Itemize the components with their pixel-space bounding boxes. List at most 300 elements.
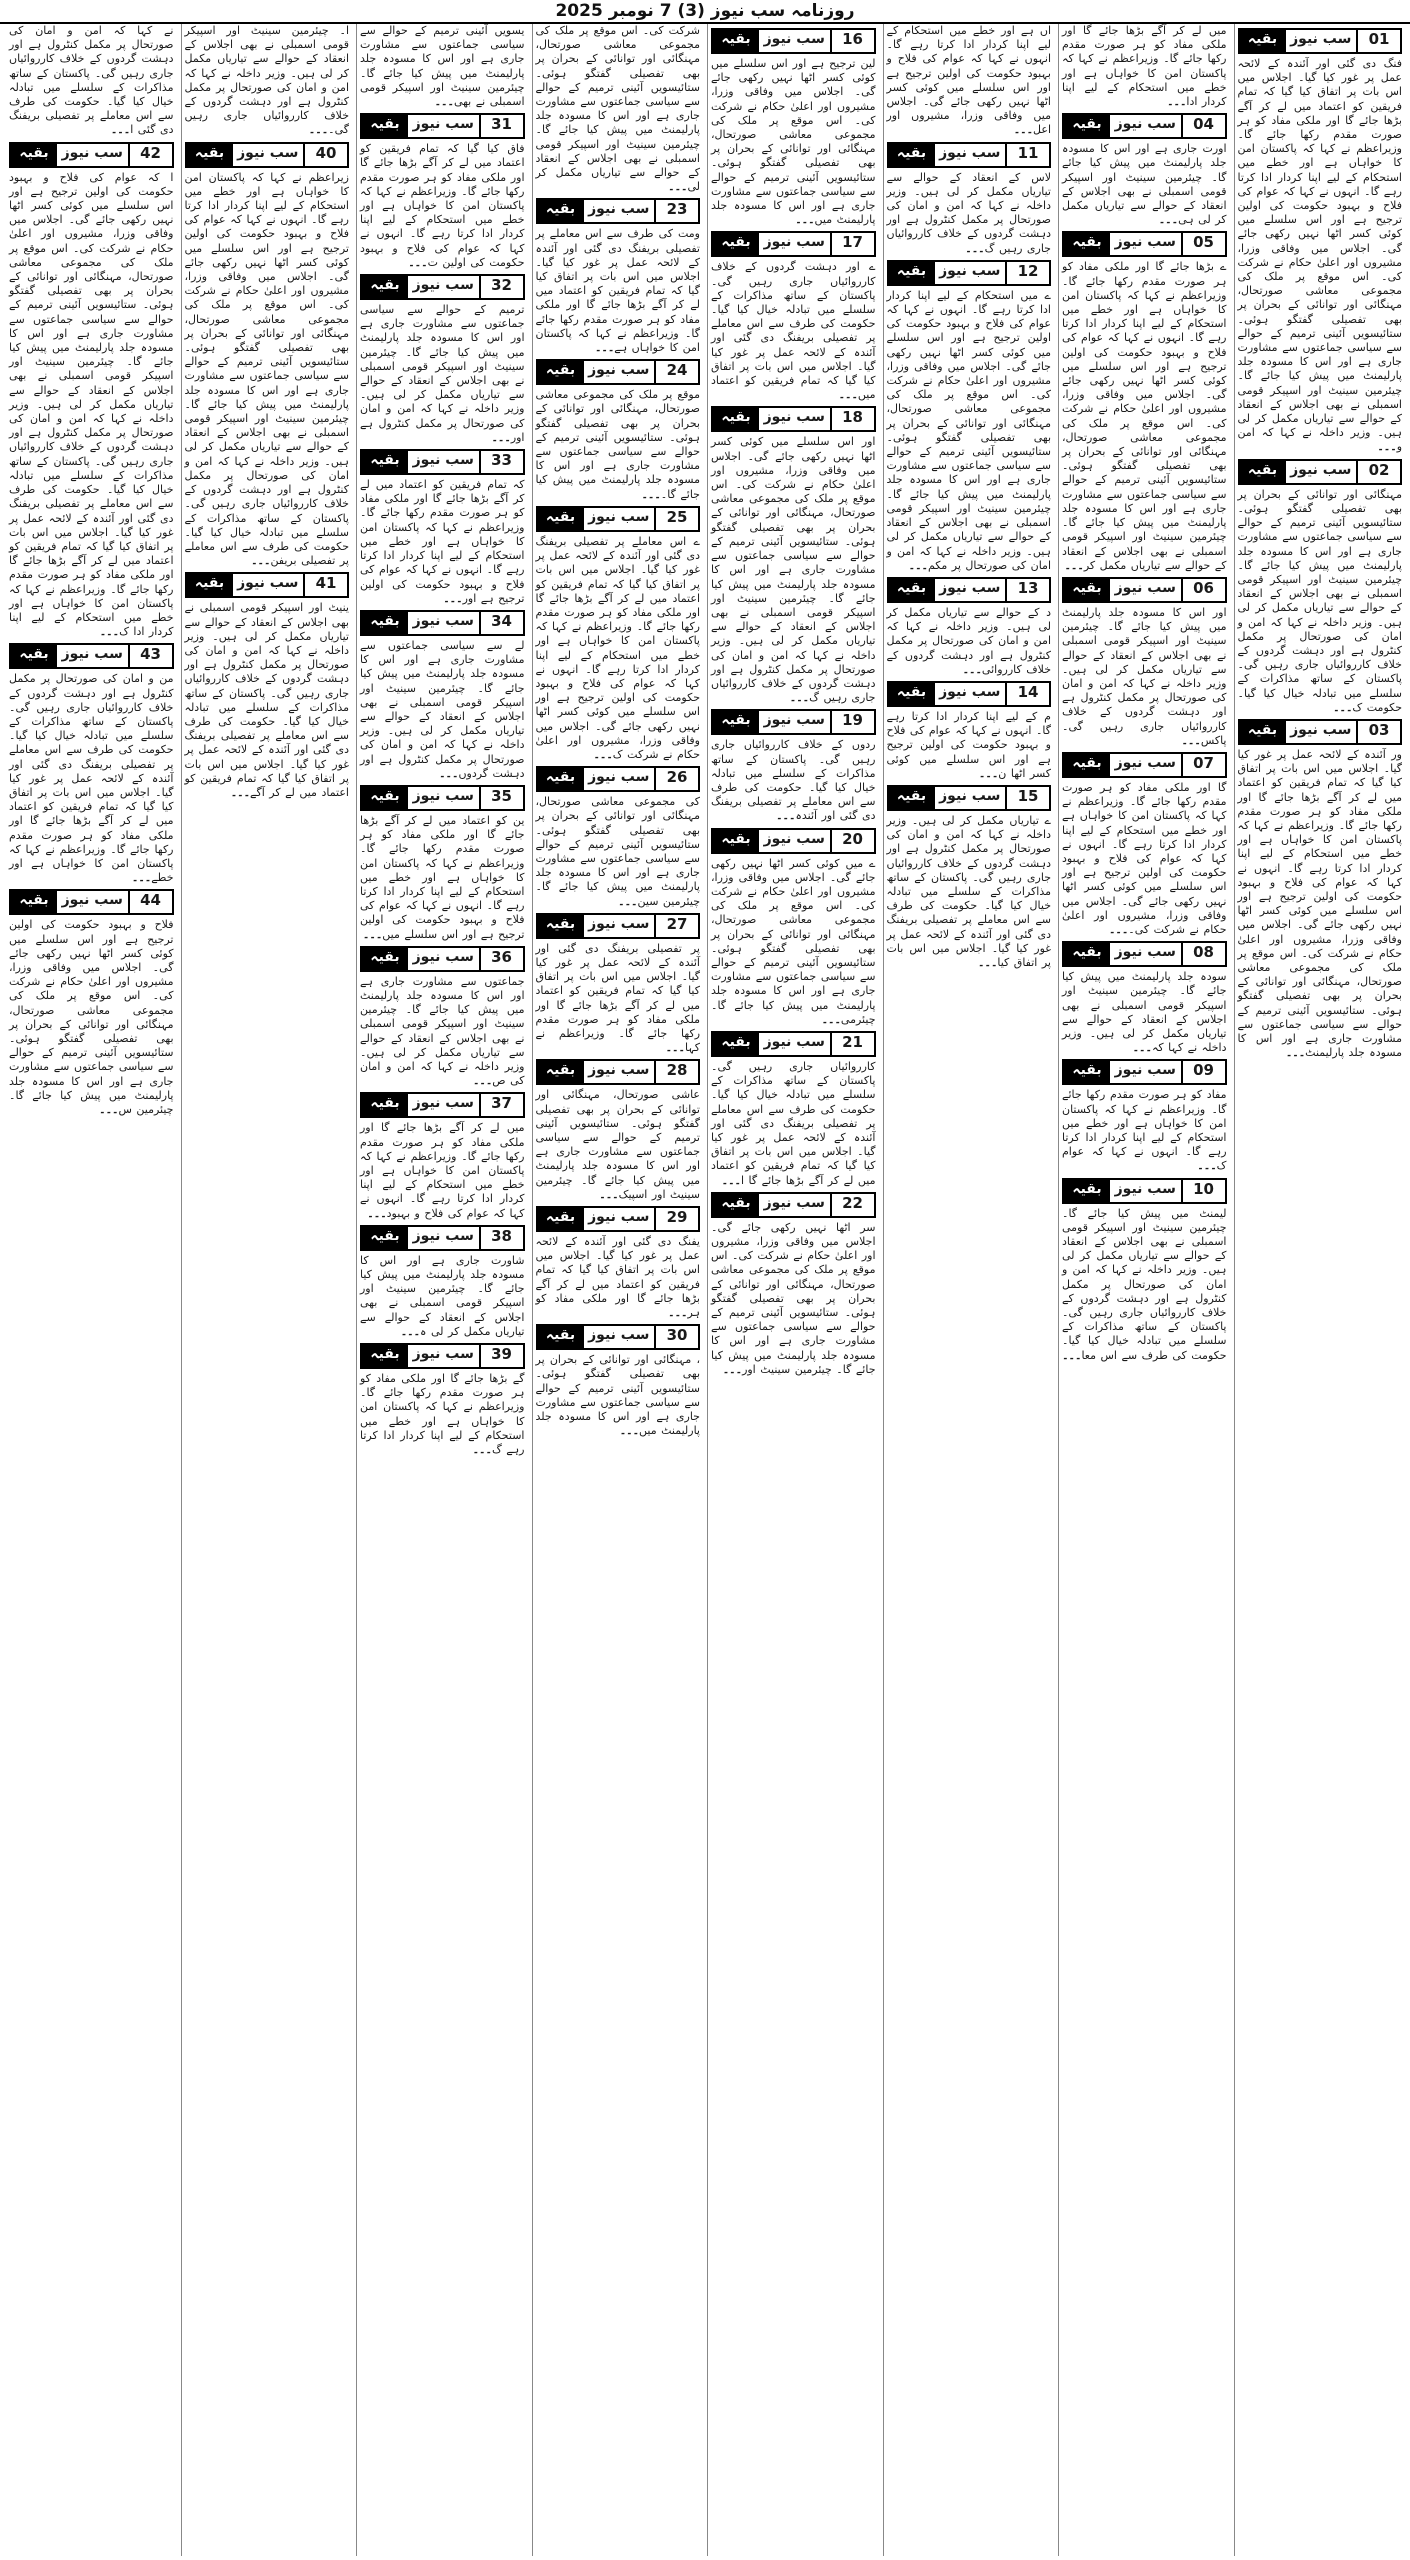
- continuation-header: [185, 572, 350, 598]
- article-text: ترمیم کے حوالے سے سیاسی جماعتوں سے مشاورت جاری ہے اور اس کا مسودہ جلد پارلیمنٹ میں پیش کیا جائے گا۔ چیئرمین سینیٹ اور اسپیکر قومی اسمبلی نے بھی اجلاس کے انعقاد کے حوالے سے تیاریاں مکمل کر لی ہیں۔ وزیر داخلہ نے کہا کہ امن و امان کی صورتحال پر مکمل کنٹرول ہے اور۔۔۔: [360, 303, 525, 444]
- item-end-mark: ۔۔۔: [795, 213, 815, 227]
- news-column-6: [356, 24, 527, 2556]
- continuation-number: 03: [1356, 721, 1400, 743]
- continuation-header: [536, 1206, 701, 1232]
- continuation-item-18: [711, 406, 876, 705]
- continuation-item-14: [887, 681, 1052, 781]
- continuation-label: سب نیوز: [1110, 1061, 1181, 1083]
- continuation-label: سب نیوز: [584, 361, 655, 383]
- continuation-number: 06: [1181, 579, 1225, 601]
- continuation-label: سب نیوز: [1110, 1180, 1181, 1202]
- continuation-header: [360, 785, 525, 811]
- continuation-number: 14: [1005, 683, 1049, 705]
- news-column-8: [6, 24, 176, 2556]
- continuation-label: سب نیوز: [1110, 233, 1181, 255]
- continuation-number: 20: [830, 830, 874, 852]
- continuation-badge: بقیہ: [1240, 721, 1286, 743]
- item-end-mark: ۔۔۔: [668, 1306, 688, 1320]
- continuation-label: سب نیوز: [759, 1033, 830, 1055]
- article-text: د کے حوالے سے تیاریاں مکمل کر لی ہیں۔ وزیر داخلہ نے کہا کہ امن و امان کی صورتحال پر مکمل کنٹرول ہے اور دہشت گردوں کے خلاف کارروائی۔۔۔: [886, 605, 1051, 676]
- item-end-mark: ۔۔۔: [908, 558, 928, 572]
- item-end-mark: ۔۔۔: [308, 123, 329, 137]
- lead-continuation: [536, 24, 701, 194]
- continuation-item-10: [1062, 1178, 1227, 1363]
- continuation-label: سب نیوز: [935, 787, 1006, 809]
- continuation-number: 29: [654, 1208, 698, 1230]
- continuation-badge: بقیہ: [889, 579, 935, 601]
- continuation-number: 05: [1181, 233, 1225, 255]
- item-end-mark: ۔۔۔: [789, 691, 810, 705]
- continuation-label: سب نیوز: [584, 915, 655, 937]
- continuation-badge: بقیہ: [889, 262, 935, 284]
- continuation-header: [536, 506, 701, 532]
- lead-continuation: [360, 24, 525, 109]
- continuation-item-13: [887, 577, 1052, 677]
- continuation-item-22: [711, 1192, 876, 1377]
- article-text: ومت کی طرف سے اس معاملے پر تفصیلی بریفنگ دی گئی اور آئندہ کے لائحہ عمل پر غور کیا گیا۔ اجلاس میں اس بات پر اتفاق کیا گیا کہ تمام فریقین کو اعتماد میں لے کر آگے بڑھا جائے گا اور ملکی مفاد کو ہر صورت مقدم رکھا جائے گا۔ وزیراعظم نے کہا کہ پاکستان امن کا خواہاں ہے۔۔۔: [535, 227, 700, 355]
- article-text: لے سے سیاسی جماعتوں سے مشاورت جاری ہے اور اس کا مسودہ جلد پارلیمنٹ میں پیش کیا جائے گا۔ چیئرمین سینیٹ اور اسپیکر قومی اسمبلی نے بھی اجلاس کے انعقاد کے حوالے سے تیاریاں مکمل کر لی ہیں۔ وزیر داخلہ نے کہا کہ امن و امان کی صورتحال پر مکمل کنٹرول ہے اور دہشت گردوں۔۔۔: [360, 638, 525, 780]
- continuation-header: [1062, 941, 1227, 967]
- continuation-badge: بقیہ: [362, 276, 408, 298]
- item-end-mark: ۔۔۔: [1158, 213, 1179, 227]
- item-end-mark: ۔۔۔: [776, 809, 796, 823]
- article-text: سر اٹھا نہیں رکھی جائے گی۔ اجلاس میں وفاقی وزرا، مشیروں اور اعلیٰ حکام نے شرکت کی۔ اس موقع پر ملک کی مجموعی معاشی صورتحال، مہنگائی اور توانائی کے بحران پر بھی تفصیلی گفتگو ہوئی۔ ستائیسویں آئینی ترمیم کے حوالے سے سیاسی جماعتوں سے مشاورت جاری ہے اور اس کا مسودہ جلد پارلیمنٹ میں پیش کیا جائے گا۔ چیئرمین سینیٹ اور۔۔۔: [711, 1220, 876, 1376]
- article-text: کہ تمام فریقین کو اعتماد میں لے کر آگے بڑھا جائے گا اور ملکی مفاد کو ہر صورت مقدم رکھا جائے گا۔ وزیراعظم نے کہا کہ پاکستان امن کا خواہاں ہے اور خطے میں استحکام کے لیے اپنا کردار ادا کرتا رہے گا۔ انہوں نے کہا کہ عوام کی فلاح و بہبود حکومت کی اولین ترجیح ہے اور۔۔۔: [360, 478, 525, 605]
- continuation-header: [536, 1059, 701, 1085]
- article-text: ے بڑھا جائے گا اور ملکی مفاد کو ہر صورت مقدم رکھا جائے گا۔ وزیراعظم نے کہا کہ پاکستان امن کا خواہاں ہے اور خطے میں استحکام کے لیے اپنا کردار ادا کرتا رہے گا۔ انہوں نے کہا کہ عوام کی فلاح و بہبود حکومت کی اولین ترجیح ہے اور اس سلسلے میں کوئی کسر اٹھا نہیں رکھی جائے گی۔ اجلاس میں وفاقی وزرا، مشیروں اور اعلیٰ حکام نے شرکت کی۔ اس موقع پر ملک کی مجموعی معاشی صورتحال، مہنگائی اور توانائی کے بحران پر بھی تفصیلی گفتگو ہوئی۔ ستائیسویں آئینی ترمیم کے حوالے سے سیاسی جماعتوں سے مشاورت جاری ہے اور اس کا مسودہ جلد پارلیمنٹ میں پیش کیا جائے گا۔ چیئرمین سینیٹ اور اسپیکر قومی اسمبلی نے بھی اجلاس کے انعقاد کے حوالے سے تیاریاں مکمل کر۔۔۔: [1062, 260, 1227, 572]
- continuation-header: [1238, 28, 1403, 54]
- continuation-item-09: [1062, 1059, 1227, 1173]
- continuation-label: سب نیوز: [759, 233, 830, 255]
- continuation-number: 01: [1356, 30, 1400, 52]
- continuation-number: 24: [654, 361, 698, 383]
- continuation-item-21: [711, 1031, 876, 1188]
- item-end-mark: ۔۔۔: [838, 388, 858, 402]
- item-end-mark: ۔۔۔: [668, 180, 688, 194]
- continuation-label: سب نیوز: [584, 1326, 655, 1348]
- article-text: ، مہنگائی اور توانائی کے بحران پر بھی تفصیلی گفتگو ہوئی۔ ستائیسویں آئینی ترمیم کے حوالے سے سیاسی جماعتوں سے مشاورت جاری ہے اور اس کا مسودہ جلد پارلیمنٹ میں۔۔۔: [535, 1353, 700, 1438]
- continuation-number: 23: [654, 200, 698, 222]
- article-text: فنگ دی گئی اور آئندہ کے لائحہ عمل پر غور کیا گیا۔ اجلاس میں اس بات پر اتفاق کیا گیا کہ تمام فریقین کو اعتماد میں لے کر آگے بڑھا جائے گا اور ملکی مفاد کو ہر صورت مقدم رکھا جائے گا۔ وزیراعظم نے کہا کہ پاکستان امن کا خواہاں ہے اور خطے میں استحکام کے لیے اپنا کردار ادا کرتا رہے گا۔ انہوں نے کہا کہ عوام کی فلاح و بہبود حکومت کی اولین ترجیح ہے اور اس سلسلے میں کوئی کسر اٹھا نہیں رکھی جائے گی۔ اجلاس میں وفاقی وزرا، مشیروں اور اعلیٰ حکام نے شرکت کی۔ اس موقع پر ملک کی مجموعی معاشی صورتحال، مہنگائی اور توانائی کے بحران پر بھی تفصیلی گفتگو ہوئی۔ ستائیسویں آئینی ترمیم کے حوالے سے سیاسی جماعتوں سے مشاورت جاری ہے اور اس کا مسودہ جلد پارلیمنٹ میں پیش کیا جائے گا۔ چیئرمین سینیٹ اور اسپیکر قومی اسمبلی نے بھی اجلاس کے انعقاد کے حوالے سے تیاریاں مکمل کر لی ہیں۔ وزیر داخلہ نے کہا کہ امن و۔۔۔: [1237, 57, 1402, 454]
- continuation-badge: بقیہ: [1064, 1061, 1110, 1083]
- continuation-badge: بقیہ: [11, 645, 57, 667]
- continuation-header: [536, 766, 701, 792]
- continuation-number: 04: [1181, 115, 1225, 137]
- article-text: زیراعظم نے کہا کہ پاکستان امن کا خواہاں ہے اور خطے میں استحکام کے لیے اپنا کردار ادا کرتا رہے گا۔ انہوں نے کہا کہ عوام کی فلاح و بہبود حکومت کی اولین ترجیح ہے اور اس سلسلے میں کوئی کسر اٹھا نہیں رکھی جائے گی۔ اجلاس میں وفاقی وزرا، مشیروں اور اعلیٰ حکام نے شرکت کی۔ اس موقع پر ملک کی مجموعی معاشی صورتحال، مہنگائی اور توانائی کے بحران پر بھی تفصیلی گفتگو ہوئی۔ ستائیسویں آئینی ترمیم کے حوالے سے سیاسی جماعتوں سے مشاورت جاری ہے اور اس کا مسودہ جلد پارلیمنٹ میں پیش کیا جائے گا۔ چیئرمین سینیٹ اور اسپیکر قومی اسمبلی نے بھی اجلاس کے انعقاد کے حوالے سے تیاریاں مکمل کر لی ہیں۔ وزیر داخلہ نے کہا کہ امن و امان کی صورتحال پر مکمل کنٹرول ہے اور دہشت گردوں کے خلاف کارروائیاں جاری رہیں گی۔ پاکستان کے ساتھ مذاکرات کے سلسلے میں تبادلہ خیال کیا گیا۔ حکومت کی طرف سے اس معاملے پر تفصیلی بریفن۔۔۔: [184, 170, 349, 568]
- continuation-label: سب نیوز: [1286, 721, 1357, 743]
- item-end-mark: ۔۔۔: [962, 662, 982, 676]
- continuation-badge: بقیہ: [1064, 1180, 1110, 1202]
- article-text: فاق کیا گیا کہ تمام فریقین کو اعتماد میں لے کر آگے بڑھا جائے گا اور ملکی مفاد کو ہر صورت مقدم رکھا جائے گا۔ وزیراعظم نے کہا کہ پاکستان امن کا خواہاں ہے اور خطے میں استحکام کے لیے اپنا کردار ادا کرتا رہے گا۔ انہوں نے کہا کہ عوام کی فلاح و بہبود حکومت کی اولین ت۔۔۔: [360, 142, 525, 269]
- continuation-number: 22: [830, 1194, 874, 1216]
- item-end-mark: ۔۔۔: [722, 1362, 743, 1376]
- continuation-item-26: [536, 766, 701, 909]
- continuation-item-24: [536, 359, 701, 502]
- continuation-badge: بقیہ: [1064, 115, 1110, 137]
- continuation-label: سب نیوز: [233, 144, 304, 166]
- continuation-header: [711, 1031, 876, 1057]
- continuation-number: 13: [1005, 579, 1049, 601]
- item-end-mark: ۔۔۔: [439, 766, 459, 780]
- continuation-item-27: [536, 913, 701, 1056]
- continuation-label: سب نیوز: [759, 830, 830, 852]
- article-text: مفاد کو ہر صورت مقدم رکھا جائے گا۔ وزیراعظم نے کہا کہ پاکستان امن کا خواہاں ہے اور خطے میں استحکام کے لیے اپنا کردار ادا کرتا رہے گا۔ انہوں نے کہا کہ عوام ک۔۔۔: [1062, 1088, 1227, 1173]
- continuation-header: [1062, 752, 1227, 778]
- continuation-badge: بقیہ: [362, 1345, 408, 1367]
- article-text: ے اور دہشت گردوں کے خلاف کارروائیاں جاری رہیں گی۔ پاکستان کے ساتھ مذاکرات کے سلسلے میں تبادلہ خیال کیا گیا۔ حکومت کی طرف سے اس معاملے پر تفصیلی بریفنگ دی گئی اور آئندہ کے لائحہ عمل پر غور کیا گیا۔ اجلاس میں اس بات پر اتفاق کیا گیا کہ تمام فریقین کو اعتماد میں۔۔۔: [711, 260, 876, 402]
- continuation-label: سب نیوز: [408, 787, 479, 809]
- continuation-label: سب نیوز: [408, 948, 479, 970]
- continuation-number: 17: [830, 233, 874, 255]
- continuation-header: [711, 28, 876, 54]
- continuation-badge: بقیہ: [362, 612, 408, 634]
- item-end-mark: ۔۔۔: [1377, 440, 1397, 454]
- continuation-badge: بقیہ: [713, 1194, 759, 1216]
- continuation-header: [887, 577, 1052, 603]
- article-text: ے میں استحکام کے لیے اپنا کردار ادا کرتا رہے گا۔ انہوں نے کہا کہ عوام کی فلاح و بہبود حکومت کی اولین ترجیح ہے اور اس سلسلے میں کوئی کسر اٹھا نہیں رکھی جائے گی۔ اجلاس میں وفاقی وزرا، مشیروں اور اعلیٰ حکام نے شرکت کی۔ اس موقع پر ملک کی مجموعی معاشی صورتحال، مہنگائی اور توانائی کے بحران پر بھی تفصیلی گفتگو ہوئی۔ ستائیسویں آئینی ترمیم کے حوالے سے سیاسی جماعتوں سے مشاورت جاری ہے اور اس کا مسودہ جلد پارلیمنٹ میں پیش کیا جائے گا۔ چیئرمین سینیٹ اور اسپیکر قومی اسمبلی نے بھی اجلاس کے انعقاد کے حوالے سے تیاریاں مکمل کر لی ہیں۔ وزیر داخلہ نے کہا کہ امن و امان کی صورتحال پر مکم۔۔۔: [886, 288, 1051, 572]
- item-end-mark: ۔۔۔: [251, 554, 271, 568]
- continuation-label: سب نیوز: [1110, 943, 1181, 965]
- continuation-number: 09: [1181, 1061, 1225, 1083]
- article-text: ا۔ چیئرمین سینیٹ اور اسپیکر قومی اسمبلی نے بھی اجلاس کے انعقاد کے حوالے سے تیاریاں مکمل کر لی ہیں۔ وزیر داخلہ نے کہا کہ امن و امان کی صورتحال پر مکمل کنٹرول ہے اور دہشت گردوں کے خلاف کارروائیاں جاری رہیں گی۔۔۔۔: [184, 24, 349, 137]
- continuation-badge: بقیہ: [1064, 579, 1110, 601]
- continuation-number: 30: [654, 1326, 698, 1348]
- continuation-header: [360, 1343, 525, 1369]
- news-column-1: [1234, 24, 1405, 2556]
- article-text: میں لے کر آگے بڑھا جائے گا اور ملکی مفاد کو ہر صورت مقدم رکھا جائے گا۔ وزیراعظم نے کہا کہ پاکستان امن کا خواہاں ہے اور خطے میں استحکام کے لیے اپنا کردار ادا۔۔۔: [1062, 24, 1227, 109]
- continuation-badge: بقیہ: [362, 787, 408, 809]
- article-text: گا اور ملکی مفاد کو ہر صورت مقدم رکھا جائے گا۔ وزیراعظم نے کہا کہ پاکستان امن کا خواہاں ہے اور خطے میں استحکام کے لیے اپنا کردار ادا کرتا رہے گا۔ انہوں نے کہا کہ عوام کی فلاح و بہبود حکومت کی اولین ترجیح ہے اور اس سلسلے میں کوئی کسر اٹھا نہیں رکھی جائے گی۔ اجلاس میں وفاقی وزرا، مشیروں اور اعلیٰ حکام نے شرکت کی۔۔۔۔: [1062, 780, 1227, 936]
- continuation-badge: بقیہ: [538, 361, 584, 383]
- continuation-number: 15: [1005, 787, 1049, 809]
- continuation-header: [1062, 577, 1227, 603]
- continuation-badge: بقیہ: [538, 915, 584, 937]
- continuation-number: 25: [654, 508, 698, 530]
- continuation-item-34: [360, 610, 525, 781]
- continuation-label: سب نیوز: [57, 645, 128, 667]
- continuation-badge: بقیہ: [713, 233, 759, 255]
- continuation-item-41: [185, 572, 350, 800]
- continuation-number: 26: [654, 768, 698, 790]
- item-end-mark: ۔۔۔: [131, 871, 152, 885]
- continuation-label: سب نیوز: [1110, 754, 1181, 776]
- continuation-number: 35: [479, 787, 523, 809]
- item-end-mark: ۔۔۔: [821, 1012, 841, 1026]
- continuation-number: 07: [1181, 754, 1225, 776]
- continuation-header: [1062, 1178, 1227, 1204]
- item-end-mark: ۔۔۔: [594, 341, 615, 355]
- continuation-badge: بقیہ: [713, 1033, 759, 1055]
- continuation-badge: بقیہ: [362, 451, 408, 473]
- continuation-badge: بقیہ: [713, 711, 759, 733]
- item-end-mark: ۔۔۔: [978, 955, 998, 969]
- continuation-number: 16: [830, 30, 874, 52]
- continuation-number: 43: [128, 645, 172, 667]
- lead-continuation: [887, 24, 1052, 138]
- continuation-badge: بقیہ: [1240, 461, 1286, 483]
- continuation-number: 10: [1181, 1180, 1225, 1202]
- continuation-badge: بقیہ: [1064, 754, 1110, 776]
- continuation-header: [360, 1092, 525, 1118]
- continuation-label: سب نیوز: [1286, 461, 1357, 483]
- continuation-item-19: [711, 709, 876, 823]
- continuation-item-44: [9, 889, 174, 1117]
- article-text: لین ترجیح ہے اور اس سلسلے میں کوئی کسر اٹھا نہیں رکھی جائے گی۔ اجلاس میں وفاقی وزرا، مشیروں اور اعلیٰ حکام نے شرکت کی۔ اس موقع پر ملک کی مجموعی معاشی صورتحال، مہنگائی اور توانائی کے بحران پر بھی تفصیلی گفتگو ہوئی۔ ستائیسویں آئینی ترمیم کے حوالے سے سیاسی جماعتوں سے مشاورت جاری ہے اور اس کا مسودہ جلد پارلیمنٹ میں۔۔۔: [711, 57, 876, 227]
- item-end-mark: ۔۔۔: [472, 1443, 492, 1457]
- article-text: نے کہا کہ امن و امان کی صورتحال پر مکمل کنٹرول ہے اور دہشت گردوں کے خلاف کارروائیاں جاری رہیں گی۔ پاکستان کے ساتھ مذاکرات کے سلسلے میں تبادلہ خیال کیا گیا۔ حکومت کی طرف سے اس معاملے پر تفصیلی بریفنگ دی گئی ا۔۔۔: [9, 24, 174, 137]
- item-end-mark: ۔۔۔: [1333, 700, 1353, 714]
- item-end-mark: ۔۔۔: [1167, 95, 1187, 109]
- continuation-header: [536, 1324, 701, 1350]
- article-text: لیمنٹ میں پیش کیا جائے گا۔ چیئرمین سینیٹ اور اسپیکر قومی اسمبلی نے بھی اجلاس کے انعقاد کے حوالے سے تیاریاں مکمل کر لی ہیں۔ وزیر داخلہ نے کہا کہ امن و امان کی صورتحال پر مکمل کنٹرول ہے اور دہشت گردوں کے خلاف کارروائیاں جاری رہیں گی۔ پاکستان کے ساتھ مذاکرات کے سلسلے میں تبادلہ خیال کیا گیا۔ حکومت کی طرف سے اس معا۔۔۔: [1062, 1206, 1227, 1362]
- continuation-item-31: [360, 113, 525, 270]
- continuation-number: 38: [479, 1227, 523, 1249]
- continuation-item-17: [711, 231, 876, 402]
- masthead: [0, 0, 1410, 24]
- item-end-mark: ۔۔۔: [599, 1187, 619, 1201]
- continuation-header: [887, 142, 1052, 168]
- article-text: موقع پر ملک کی مجموعی معاشی صورتحال، مہنگائی اور توانائی کے بحران پر بھی تفصیلی گفتگو ہوئی۔ ستائیسویں آئینی ترمیم کے حوالے سے سیاسی جماعتوں سے مشاورت جاری ہے اور اس کا مسودہ جلد پارلیمنٹ میں پیش کیا جائے گا۔۔۔۔: [535, 388, 700, 501]
- item-end-mark: ۔۔۔: [110, 123, 131, 137]
- continuation-header: [360, 946, 525, 972]
- continuation-item-25: [536, 506, 701, 762]
- item-end-mark: ۔۔۔: [1013, 123, 1034, 137]
- article-text: کی مجموعی معاشی صورتحال، مہنگائی اور توانائی کے بحران پر بھی تفصیلی گفتگو ہوئی۔ ستائیسویں آئینی ترمیم کے حوالے سے سیاسی جماعتوں سے مشاورت جاری ہے اور اس کا مسودہ جلد پارلیمنٹ میں پیش کیا جائے گا۔ چیئرمین سین۔۔۔: [535, 795, 700, 908]
- continuation-badge: بقیہ: [11, 891, 57, 913]
- continuation-label: سب نیوز: [584, 508, 655, 530]
- continuation-item-42: [9, 142, 174, 640]
- continuation-header: [1062, 113, 1227, 139]
- continuation-badge: بقیہ: [362, 1227, 408, 1249]
- continuation-label: سب نیوز: [1110, 579, 1181, 601]
- continuation-number: 31: [479, 115, 523, 137]
- continuation-item-40: [185, 142, 350, 569]
- item-end-mark: ۔۔۔: [1108, 922, 1129, 936]
- article-text: شرکت کی۔ اس موقع پر ملک کی مجموعی معاشی صورتحال، مہنگائی اور توانائی کے بحران پر بھی تفصیلی گفتگو ہوئی۔ ستائیسویں آئینی ترمیم کے حوالے سے سیاسی جماعتوں سے مشاورت جاری ہے اور اس کا مسودہ جلد پارلیمنٹ میں پیش کیا جائے گا۔ چیئرمین سینیٹ اور اسپیکر قومی اسمبلی نے بھی اجلاس کے انعقاد کے حوالے سے تیاریاں مکمل کر لی۔۔۔: [535, 24, 700, 194]
- continuation-label: سب نیوز: [408, 115, 479, 137]
- continuation-header: [887, 785, 1052, 811]
- continuation-badge: بقیہ: [889, 144, 935, 166]
- continuation-header: [711, 828, 876, 854]
- continuation-number: 21: [830, 1033, 874, 1055]
- continuation-label: سب نیوز: [935, 683, 1006, 705]
- continuation-item-38: [360, 1225, 525, 1339]
- news-column-7: [181, 24, 352, 2556]
- item-end-mark: ۔۔۔: [665, 1041, 685, 1055]
- continuation-label: سب نیوز: [584, 1208, 655, 1230]
- continuation-header: [536, 913, 701, 939]
- continuation-label: سب نیوز: [1110, 115, 1181, 137]
- continuation-item-30: [536, 1324, 701, 1438]
- article-text: فلاح و بہبود حکومت کی اولین ترجیح ہے اور اس سلسلے میں کوئی کسر اٹھا نہیں رکھی جائے گی۔ اجلاس میں وفاقی وزرا، مشیروں اور اعلیٰ حکام نے شرکت کی۔ اس موقع پر ملک کی مجموعی معاشی صورتحال، مہنگائی اور توانائی کے بحران پر بھی تفصیلی گفتگو ہوئی۔ ستائیسویں آئینی ترمیم کے حوالے سے سیاسی جماعتوں سے مشاورت جاری ہے اور اس کا مسودہ جلد پارلیمنٹ میں پیش کیا جائے گا۔ چیئرمین س۔۔۔: [9, 918, 174, 1117]
- article-text: ین کو اعتماد میں لے کر آگے بڑھا جائے گا اور ملکی مفاد کو ہر صورت مقدم رکھا جائے گا۔ وزیراعظم نے کہا کہ پاکستان امن کا خواہاں ہے اور خطے میں استحکام کے لیے اپنا کردار ادا کرتا رہے گا۔ انہوں نے کہا کہ عوام کی فلاح و بہبود حکومت کی اولین ترجیح ہے اور اس سلسلے میں۔۔۔: [360, 813, 525, 941]
- continuation-badge: بقیہ: [538, 508, 584, 530]
- continuation-number: 27: [654, 915, 698, 937]
- continuation-label: سب نیوز: [759, 408, 830, 430]
- item-end-mark: ۔۔۔: [641, 487, 661, 501]
- continuation-item-08: [1062, 941, 1227, 1055]
- continuation-label: سب نیوز: [759, 30, 830, 52]
- continuation-item-05: [1062, 231, 1227, 572]
- continuation-badge: بقیہ: [889, 683, 935, 705]
- continuation-item-04: [1062, 113, 1227, 227]
- item-end-mark: ۔۔۔: [99, 1103, 119, 1117]
- continuation-badge: بقیہ: [538, 200, 584, 222]
- continuation-number: 18: [830, 408, 874, 430]
- masthead-title: روزنامہ سب نیوز (3) 7 نومبر 2025: [555, 1, 855, 21]
- article-text: سودہ جلد پارلیمنٹ میں پیش کیا جائے گا۔ چیئرمین سینیٹ اور اسپیکر قومی اسمبلی نے بھی اجلاس کے انعقاد کے حوالے سے تیاریاں مکمل کر لی ہیں۔ وزیر داخلہ نے کہا کہ۔۔۔: [1062, 970, 1227, 1055]
- item-end-mark: ۔۔۔: [1197, 1159, 1217, 1173]
- continuation-header: [1238, 719, 1403, 745]
- item-end-mark: ۔۔۔: [400, 1324, 421, 1338]
- continuation-badge: بقیہ: [713, 830, 759, 852]
- article-text: لاس کے انعقاد کے حوالے سے تیاریاں مکمل کر لی ہیں۔ وزیر داخلہ نے کہا کہ امن و امان کی صورتحال پر مکمل کنٹرول ہے اور دہشت گردوں کے خلاف کارروائیاں جاری رہیں گ۔۔۔: [886, 170, 1051, 255]
- article-text: ے تیاریاں مکمل کر لی ہیں۔ وزیر داخلہ نے کہا کہ امن و امان کی صورتحال پر مکمل کنٹرول ہے اور دہشت گردوں کے خلاف کارروائیاں جاری رہیں گی۔ پاکستان کے ساتھ مذاکرات کے سلسلے میں تبادلہ خیال کیا گیا۔ حکومت کی طرف سے اس معاملے پر تفصیلی بریفنگ دی گئی اور آئندہ کے لائحہ عمل پر غور کیا گیا۔ اجلاس میں اس بات پر اتفاق کیا۔۔۔: [886, 813, 1051, 969]
- continuation-header: [360, 449, 525, 475]
- article-text: یسویں آئینی ترمیم کے حوالے سے سیاسی جماعتوں سے مشاورت جاری ہے اور اس کا مسودہ جلد پارلیمنٹ میں پیش کیا جائے گا۔ چیئرمین سینیٹ اور اسپیکر قومی اسمبلی نے بھی۔۔۔: [360, 24, 525, 109]
- item-end-mark: ۔۔۔: [443, 591, 463, 605]
- news-column-2: [1058, 24, 1229, 2556]
- item-end-mark: ۔۔۔: [491, 430, 511, 444]
- continuation-label: سب نیوز: [935, 579, 1006, 601]
- news-column-5: [532, 24, 703, 2556]
- continuation-item-02: [1238, 459, 1403, 715]
- continuation-number: 42: [128, 144, 172, 166]
- lead-continuation: [1062, 24, 1227, 109]
- continuation-label: سب نیوز: [408, 612, 479, 634]
- continuation-badge: بقیہ: [889, 787, 935, 809]
- article-text: مہنگائی اور توانائی کے بحران پر بھی تفصیلی گفتگو ہوئی۔ ستائیسویں آئینی ترمیم کے حوالے سے سیاسی جماعتوں سے مشاورت جاری ہے اور اس کا مسودہ جلد پارلیمنٹ میں پیش کیا جائے گا۔ چیئرمین سینیٹ اور اسپیکر قومی اسمبلی نے بھی اجلاس کے انعقاد کے حوالے سے تیاریاں مکمل کر لی ہیں۔ وزیر داخلہ نے کہا کہ امن و امان کی صورتحال پر مکمل کنٹرول ہے اور دہشت گردوں کے خلاف کارروائیاں جاری رہیں گی۔ پاکستان کے ساتھ مذاکرات کے سلسلے میں تبادلہ خیال کیا گیا۔ حکومت ک۔۔۔: [1237, 487, 1402, 714]
- continuation-number: 37: [479, 1094, 523, 1116]
- continuation-item-01: [1238, 28, 1403, 455]
- continuation-number: 08: [1181, 943, 1225, 965]
- continuation-item-29: [536, 1206, 701, 1320]
- continuation-badge: بقیہ: [1240, 30, 1286, 52]
- continuation-label: سب نیوز: [935, 144, 1006, 166]
- continuation-label: سب نیوز: [408, 451, 479, 473]
- continuation-badge: بقیہ: [538, 1326, 584, 1348]
- continuation-badge: بقیہ: [362, 115, 408, 137]
- continuation-header: [1062, 231, 1227, 257]
- continuation-badge: بقیہ: [11, 144, 57, 166]
- continuation-badge: بقیہ: [713, 408, 759, 430]
- continuation-header: [887, 260, 1052, 286]
- continuation-number: 11: [1005, 144, 1049, 166]
- item-end-mark: ۔۔۔: [619, 1424, 640, 1438]
- continuation-label: سب نیوز: [759, 711, 830, 733]
- continuation-item-28: [536, 1059, 701, 1202]
- continuation-header: [1062, 1059, 1227, 1085]
- continuation-number: 41: [303, 574, 347, 596]
- article-text: من و امان کی صورتحال پر مکمل کنٹرول ہے اور دہشت گردوں کے خلاف کارروائیاں جاری رہیں گی۔ پاکستان کے ساتھ مذاکرات کے سلسلے میں تبادلہ خیال کیا گیا۔ حکومت کی طرف سے اس معاملے پر تفصیلی بریفنگ دی گئی اور آئندہ کے لائحہ عمل پر غور کیا گیا۔ اجلاس میں اس بات پر اتفاق کیا گیا کہ تمام فریقین کو اعتماد میں لے کر آگے بڑھا جائے گا اور ملکی مفاد کو ہر صورت مقدم رکھا جائے گا۔ وزیراعظم نے کہا کہ پاکستان امن کا خواہاں ہے اور خطے۔۔۔: [9, 672, 174, 885]
- continuation-label: سب نیوز: [584, 768, 655, 790]
- continuation-header: [536, 198, 701, 224]
- continuation-label: سب نیوز: [408, 1227, 479, 1249]
- continuation-label: سب نیوز: [759, 1194, 830, 1216]
- continuation-number: 40: [303, 144, 347, 166]
- continuation-item-32: [360, 274, 525, 445]
- item-end-mark: ۔۔۔: [1285, 1046, 1306, 1060]
- item-end-mark: ۔۔۔: [362, 927, 383, 941]
- continuation-number: 34: [479, 612, 523, 634]
- article-text: عاشی صورتحال، مہنگائی اور توانائی کے بحران پر بھی تفصیلی گفتگو ہوئی۔ ستائیسویں آئینی ترمیم کے حوالے سے سیاسی جماعتوں سے مشاورت جاری ہے اور اس کا مسودہ جلد پارلیمنٹ میں پیش کیا جائے گا۔ چیئرمین سینیٹ اور اسپیک۔۔۔: [535, 1088, 700, 1201]
- article-text: ا کہ عوام کی فلاح و بہبود حکومت کی اولین ترجیح ہے اور اس سلسلے میں کوئی کسر اٹھا نہیں رکھی جائے گی۔ اجلاس میں وفاقی وزرا، مشیروں اور اعلیٰ حکام نے شرکت کی۔ اس موقع پر ملک کی مجموعی معاشی صورتحال، مہنگائی اور توانائی کے بحران پر بھی تفصیلی گفتگو ہوئی۔ ستائیسویں آئینی ترمیم کے حوالے سے سیاسی جماعتوں سے مشاورت جاری ہے اور اس کا مسودہ جلد پارلیمنٹ میں پیش کیا جائے گا۔ چیئرمین سینیٹ اور اسپیکر قومی اسمبلی نے بھی اجلاس کے انعقاد کے حوالے سے تیاریاں مکمل کر لی ہیں۔ وزیر داخلہ نے کہا کہ امن و امان کی صورتحال پر مکمل کنٹرول ہے اور دہشت گردوں کے خلاف کارروائیاں جاری رہیں گی۔ پاکستان کے ساتھ مذاکرات کے سلسلے میں تبادلہ خیال کیا گیا۔ حکومت کی طرف سے اس معاملے پر تفصیلی بریفنگ دی گئی اور آئندہ کے لائحہ عمل پر غور کیا گیا۔ اجلاس میں اس بات پر اتفاق کیا گیا کہ تمام فریقین کو اعتماد میں لے کر آگے بڑھا جائے گا اور ملکی مفاد کو ہر صورت مقدم رکھا جائے گا۔ وزیراعظم نے کہا کہ پاکستان امن کا خواہاں ہے اور خطے میں استحکام کے لیے اپنا کردار ادا ک۔۔۔: [9, 170, 174, 639]
- continuation-number: 02: [1356, 461, 1400, 483]
- item-end-mark: ۔۔۔: [618, 894, 638, 908]
- continuation-item-37: [360, 1092, 525, 1220]
- continuation-item-36: [360, 946, 525, 1089]
- continuation-header: [9, 142, 174, 168]
- continuation-item-07: [1062, 752, 1227, 937]
- continuation-item-15: [887, 785, 1052, 970]
- continuation-header: [360, 113, 525, 139]
- continuation-number: 39: [479, 1345, 523, 1367]
- item-end-mark: ۔۔۔: [367, 1206, 387, 1220]
- item-end-mark: ۔۔۔: [978, 766, 999, 780]
- item-end-mark: ۔۔۔: [1062, 1348, 1082, 1362]
- continuation-label: سب نیوز: [233, 574, 304, 596]
- item-end-mark: ۔۔۔: [434, 95, 454, 109]
- lead-continuation: [9, 24, 174, 138]
- continuation-item-12: [887, 260, 1052, 573]
- continuation-label: سب نیوز: [408, 276, 479, 298]
- continuation-badge: بقیہ: [1064, 943, 1110, 965]
- article-text: جماعتوں سے مشاورت جاری ہے اور اس کا مسودہ جلد پارلیمنٹ میں پیش کیا جائے گا۔ چیئرمین سینیٹ اور اسپیکر قومی اسمبلی نے بھی اجلاس کے انعقاد کے حوالے سے تیاریاں مکمل کر لی ہیں۔ وزیر داخلہ نے کہا کہ امن و امان کی ص۔۔۔: [360, 974, 525, 1088]
- item-end-mark: ۔۔۔: [1064, 558, 1084, 572]
- article-text: یفنگ دی گئی اور آئندہ کے لائحہ عمل پر غور کیا گیا۔ اجلاس میں اس بات پر اتفاق کیا گیا کہ تمام فریقین کو اعتماد میں لے کر آگے بڑھا جائے گا اور ملکی مفاد کو ہر۔۔۔: [535, 1235, 700, 1320]
- article-text: میں لے کر آگے بڑھا جائے گا اور ملکی مفاد کو ہر صورت مقدم رکھا جائے گا۔ وزیراعظم نے کہا کہ پاکستان امن کا خواہاں ہے اور خطے میں استحکام کے لیے اپنا کردار ادا کرتا رہے گا۔ انہوں نے کہا کہ عوام کی فلاح و بہبود۔۔۔: [360, 1121, 525, 1220]
- item-end-mark: ۔۔۔: [1181, 733, 1201, 747]
- article-text: ے اس معاملے پر تفصیلی بریفنگ دی گئی اور آئندہ کے لائحہ عمل پر غور کیا گیا۔ اجلاس میں اس بات پر اتفاق کیا گیا کہ تمام فریقین کو اعتماد میں لے کر آگے بڑھا جائے گا اور ملکی مفاد کو ہر صورت مقدم رکھا جائے گا۔ وزیراعظم نے کہا کہ پاکستان امن کا خواہاں ہے اور خطے میں استحکام کے لیے اپنا کردار ادا کرتا رہے گا۔ انہوں نے کہا کہ عوام کی فلاح و بہبود حکومت کی اولین ترجیح ہے اور اس سلسلے میں کوئی کسر اٹھا نہیں رکھی جائے گی۔ اجلاس میں وفاقی وزرا، مشیروں اور اعلیٰ حکام نے شرکت ک۔۔۔: [535, 534, 700, 761]
- continuation-label: سب نیوز: [584, 1061, 655, 1083]
- continuation-number: 12: [1005, 262, 1049, 284]
- continuation-badge: بقیہ: [538, 1208, 584, 1230]
- article-text: گے بڑھا جائے گا اور ملکی مفاد کو ہر صورت مقدم رکھا جائے گا۔ وزیراعظم نے کہا کہ پاکستان امن کا خواہاں ہے اور خطے میں استحکام کے لیے اپنا کردار ادا کرتا رہے گ۔۔۔: [360, 1372, 525, 1457]
- article-text: ے میں کوئی کسر اٹھا نہیں رکھی جائے گی۔ اجلاس میں وفاقی وزرا، مشیروں اور اعلیٰ حکام نے شرکت کی۔ اس موقع پر ملک کی مجموعی معاشی صورتحال، مہنگائی اور توانائی کے بحران پر بھی تفصیلی گفتگو ہوئی۔ ستائیسویں آئینی ترمیم کے حوالے سے سیاسی جماعتوں سے مشاورت جاری ہے اور اس کا مسودہ جلد پارلیمنٹ میں پیش کیا جائے گا۔ چیئرمی۔۔۔: [711, 856, 876, 1026]
- lead-continuation: [185, 24, 350, 138]
- article-text: شاورت جاری ہے اور اس کا مسودہ جلد پارلیمنٹ میں پیش کیا جائے گا۔ چیئرمین سینیٹ اور اسپیکر قومی اسمبلی نے بھی اجلاس کے انعقاد کے حوالے سے تیاریاں مکمل کر لی ہ۔۔۔: [360, 1253, 525, 1338]
- continuation-item-06: [1062, 577, 1227, 748]
- continuation-badge: بقیہ: [187, 574, 233, 596]
- continuation-header: [711, 231, 876, 257]
- continuation-badge: بقیہ: [1064, 233, 1110, 255]
- continuation-badge: بقیہ: [362, 1094, 408, 1116]
- article-text: ور آئندہ کے لائحہ عمل پر غور کیا گیا۔ اجلاس میں اس بات پر اتفاق کیا گیا کہ تمام فریقین کو اعتماد میں لے کر آگے بڑھا جائے گا اور ملکی مفاد کو ہر صورت مقدم رکھا جائے گا۔ وزیراعظم نے کہا کہ پاکستان امن کا خواہاں ہے اور خطے میں استحکام کے لیے اپنا کردار ادا کرتا رہے گا۔ انہوں نے کہا کہ عوام کی فلاح و بہبود حکومت کی اولین ترجیح ہے اور اس سلسلے میں کوئی کسر اٹھا نہیں رکھی جائے گی۔ اجلاس میں وفاقی وزرا، مشیروں اور اعلیٰ حکام نے شرکت کی۔ اس موقع پر ملک کی مجموعی معاشی صورتحال، مہنگائی اور توانائی کے بحران پر بھی تفصیلی گفتگو ہوئی۔ ستائیسویں آئینی ترمیم کے حوالے سے سیاسی جماعتوں سے مشاورت جاری ہے اور اس کا مسودہ جلد پارلیمنٹ۔۔۔: [1237, 747, 1402, 1060]
- article-text: ینیٹ اور اسپیکر قومی اسمبلی نے بھی اجلاس کے انعقاد کے حوالے سے تیاریاں مکمل کر لی ہیں۔ وزیر داخلہ نے کہا کہ امن و امان کی صورتحال پر مکمل کنٹرول ہے اور دہشت گردوں کے خلاف کارروائیاں جاری رہیں گی۔ پاکستان کے ساتھ مذاکرات کے سلسلے میں تبادلہ خیال کیا گیا۔ حکومت کی طرف سے اس معاملے پر تفصیلی بریفنگ دی گئی اور آئندہ کے لائحہ عمل پر غور کیا گیا۔ اجلاس میں اس بات پر اتفاق کیا گیا کہ تمام فریقین کو اعتماد میں لے کر آگے۔۔۔: [184, 601, 349, 799]
- item-end-mark: ۔۔۔: [99, 625, 120, 639]
- newspaper-columns: [6, 24, 1404, 2556]
- continuation-number: 19: [830, 711, 874, 733]
- continuation-item-16: [711, 28, 876, 227]
- continuation-header: [536, 359, 701, 385]
- continuation-number: 44: [128, 891, 172, 913]
- continuation-item-43: [9, 643, 174, 885]
- article-text: اورت جاری ہے اور اس کا مسودہ جلد پارلیمنٹ میں پیش کیا جائے گا۔ چیئرمین سینیٹ اور اسپیکر قومی اسمبلی نے بھی اجلاس کے انعقاد کے حوالے سے تیاریاں مکمل کر لی ہی۔۔۔: [1062, 142, 1227, 227]
- continuation-badge: بقیہ: [538, 1061, 584, 1083]
- news-column-3: [883, 24, 1054, 2556]
- continuation-header: [9, 643, 174, 669]
- continuation-header: [1238, 459, 1403, 485]
- continuation-header: [360, 610, 525, 636]
- article-text: اور اس کا مسودہ جلد پارلیمنٹ میں پیش کیا جائے گا۔ چیئرمین سینیٹ اور اسپیکر قومی اسمبلی نے بھی اجلاس کے انعقاد کے حوالے سے تیاریاں مکمل کر لی ہیں۔ وزیر داخلہ نے کہا کہ امن و امان کی صورتحال پر مکمل کنٹرول ہے اور دہشت گردوں کے خلاف کارروائیاں جاری رہیں گی۔ پاکس۔۔۔: [1062, 605, 1227, 747]
- article-text: اں ہے اور خطے میں استحکام کے لیے اپنا کردار ادا کرتا رہے گا۔ انہوں نے کہا کہ عوام کی فلاح و بہبود حکومت کی اولین ترجیح ہے اور اس سلسلے میں کوئی کسر اٹھا نہیں رکھی جائے گی۔ اجلاس میں وفاقی وزرا، مشیروں اور اعل۔۔۔: [886, 24, 1051, 137]
- continuation-badge: بقیہ: [187, 144, 233, 166]
- continuation-header: [360, 274, 525, 300]
- continuation-item-39: [360, 1343, 525, 1457]
- continuation-label: سب نیوز: [57, 891, 128, 913]
- continuation-label: سب نیوز: [935, 262, 1006, 284]
- continuation-label: سب نیوز: [1286, 30, 1357, 52]
